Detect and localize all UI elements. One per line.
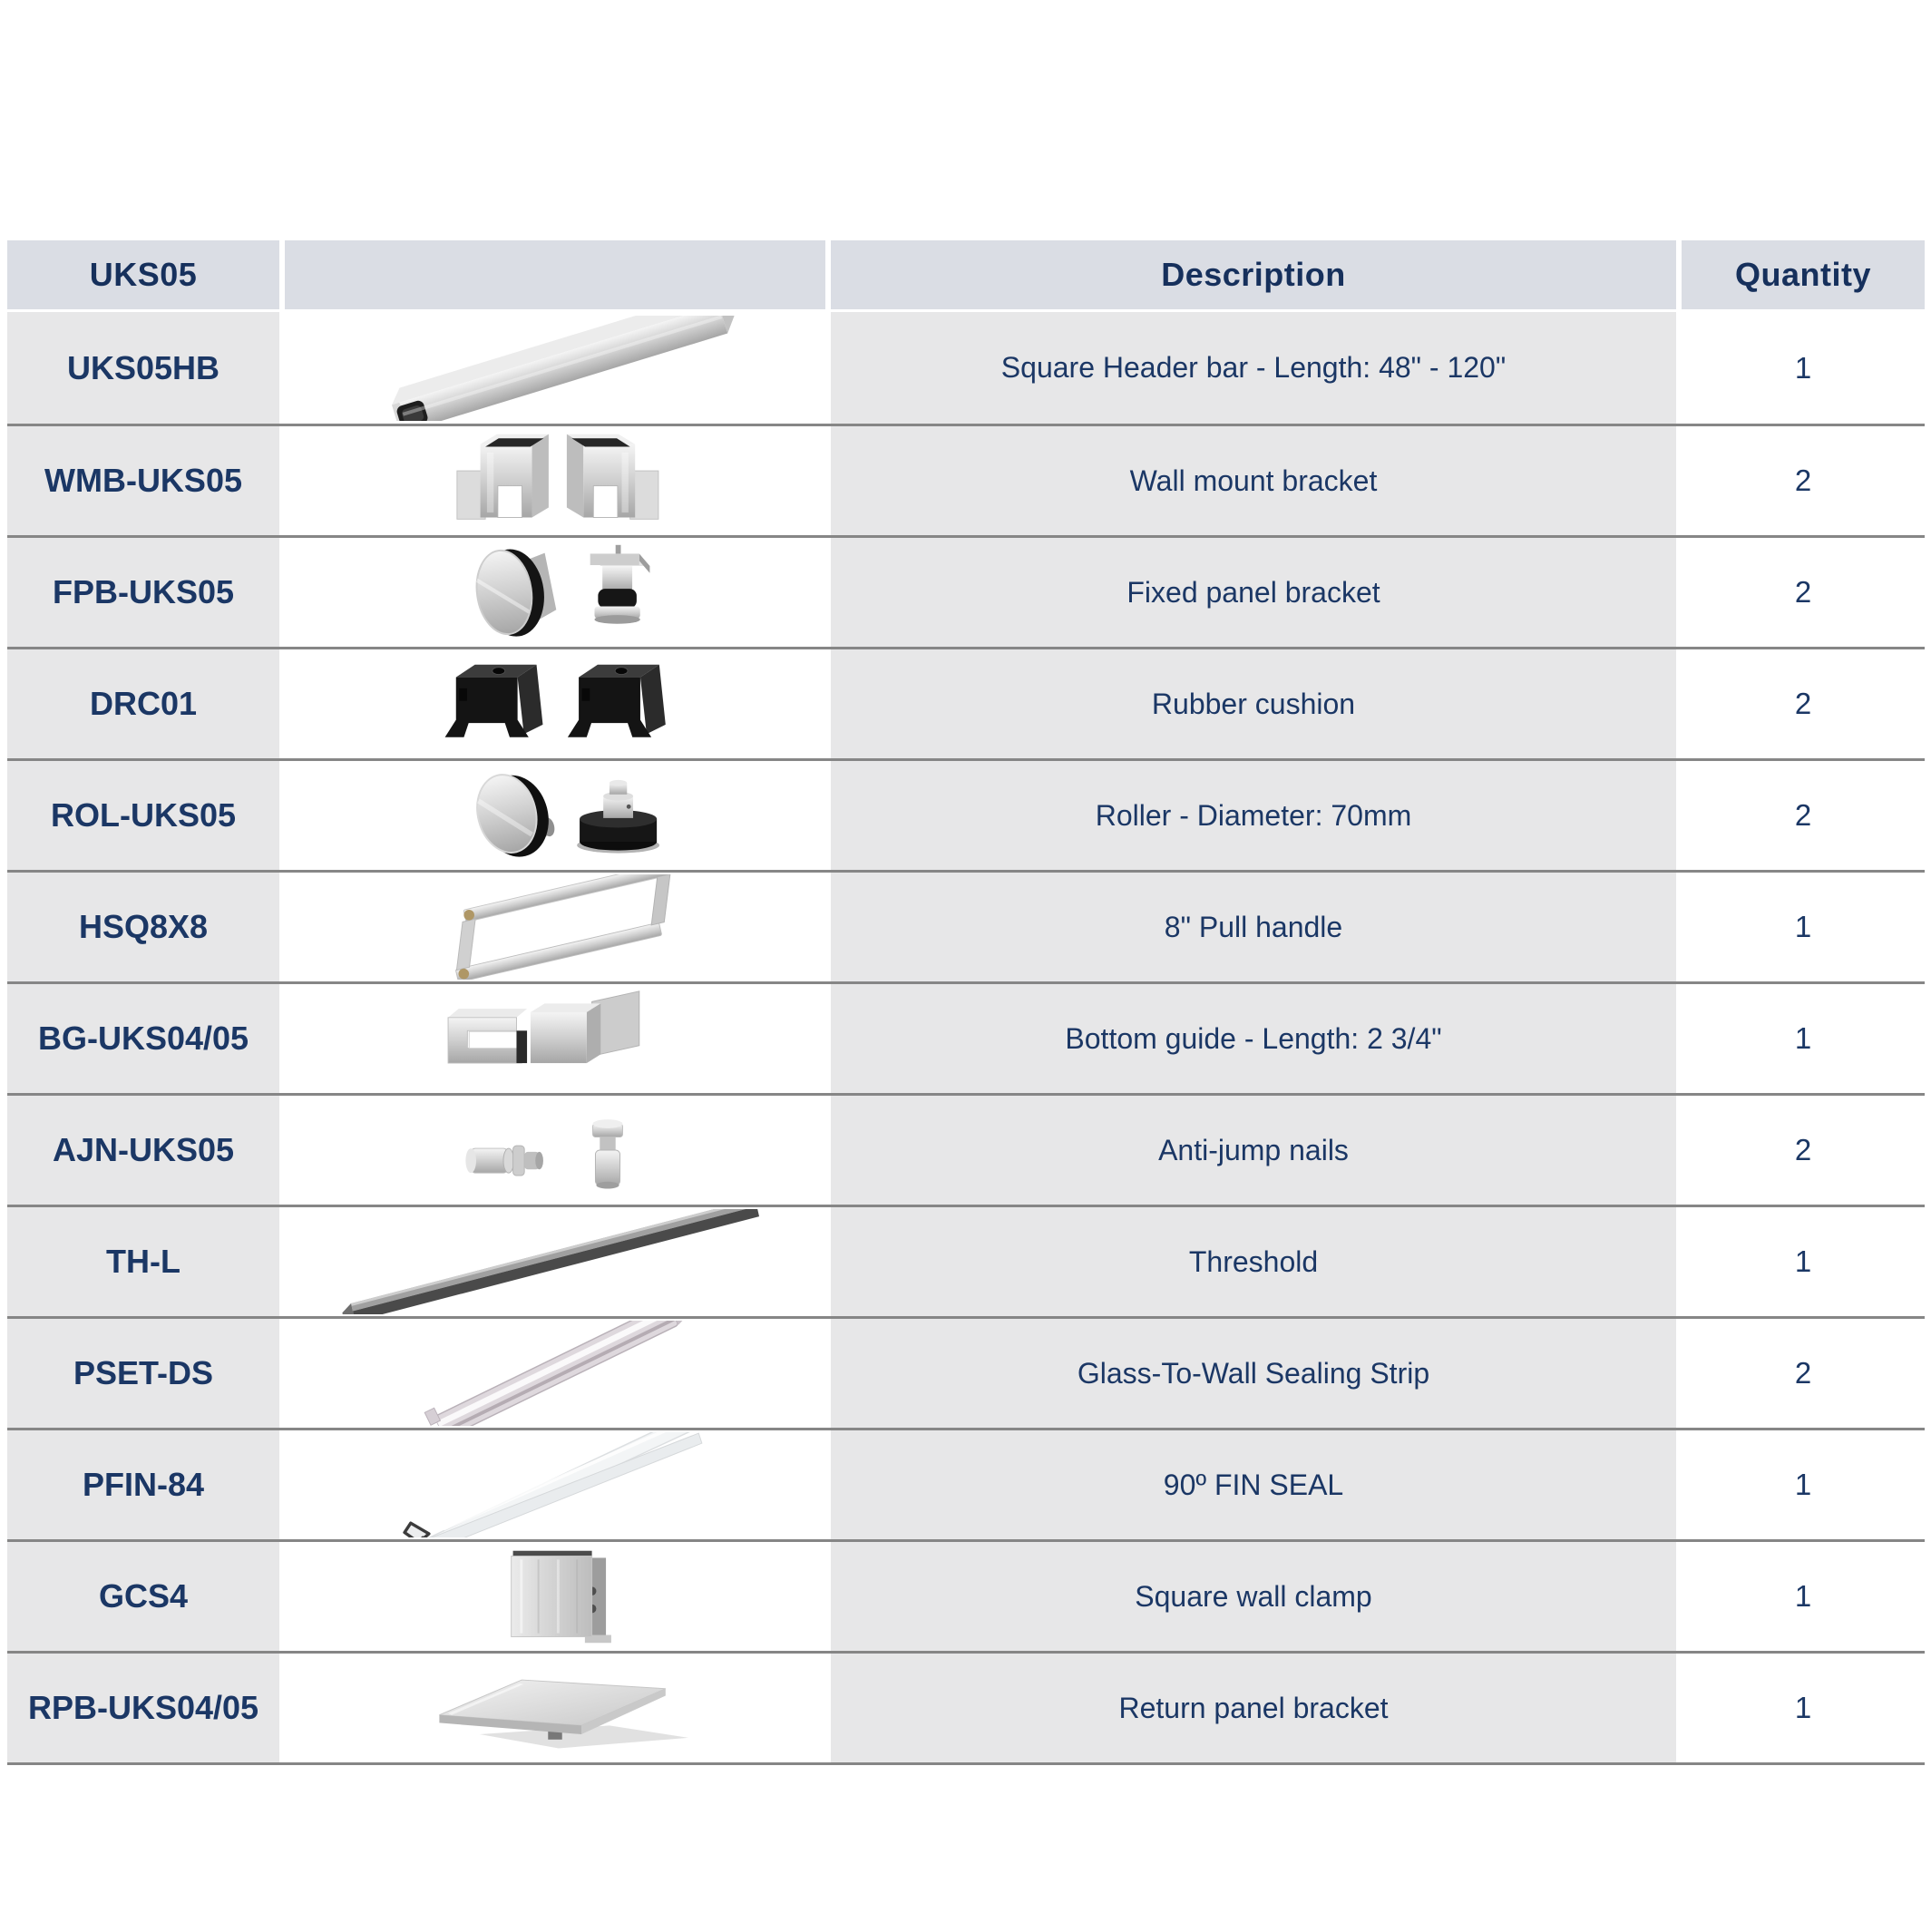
header-cell-description (831, 240, 1676, 309)
part-code-cell (7, 1654, 279, 1762)
product-photo-cell (285, 761, 825, 870)
part-code: UKS05HB (66, 348, 220, 386)
part-code: PSET-DS (73, 1354, 214, 1391)
product-photo-cell (285, 1430, 825, 1539)
quantity-value: 2 (1794, 463, 1812, 497)
part-code: GCS4 (98, 1577, 189, 1615)
quantity-cell (1682, 1542, 1925, 1651)
bottom-guide-photo-icon (301, 986, 809, 1091)
fin-seal-photo-icon (301, 1432, 809, 1537)
description-text: Threshold (1188, 1244, 1319, 1278)
part-code-cell (7, 984, 279, 1093)
quantity-value: 2 (1794, 1133, 1812, 1166)
quantity-value: 2 (1794, 687, 1812, 720)
part-code-cell (7, 426, 279, 535)
pull-handle-photo-icon (301, 874, 809, 980)
part-code-cell (7, 1207, 279, 1316)
part-code-cell (7, 1096, 279, 1205)
description-text: Return panel bracket (1118, 1691, 1389, 1724)
product-photo-cell (285, 426, 825, 535)
part-code-cell (7, 873, 279, 981)
sealing-strip-photo-icon (301, 1321, 809, 1426)
wall-mount-bracket-photo-icon (301, 428, 809, 533)
table-row (7, 312, 1925, 424)
threshold-photo-icon (301, 1209, 809, 1314)
description-cell (831, 426, 1676, 535)
table-row (7, 424, 1925, 535)
product-photo-cell (285, 873, 825, 981)
table-row (7, 1539, 1925, 1651)
description-cell (831, 1430, 1676, 1539)
part-code: WMB-UKS05 (44, 462, 242, 499)
description-text: Rubber cushion (1151, 687, 1356, 720)
header-label-code: UKS05 (89, 256, 198, 293)
quantity-cell (1682, 984, 1925, 1093)
product-photo-cell (285, 984, 825, 1093)
product-photo-cell (285, 538, 825, 647)
description-text: Wall mount bracket (1129, 463, 1378, 497)
header-label-description: Description (1161, 256, 1346, 293)
header-cell-code (7, 240, 279, 309)
part-code-cell (7, 1319, 279, 1428)
part-code: AJN-UKS05 (52, 1131, 235, 1168)
part-code: DRC01 (89, 685, 198, 722)
quantity-cell (1682, 312, 1925, 424)
quantity-cell (1682, 1207, 1925, 1316)
product-photo-cell (285, 1319, 825, 1428)
table-row (7, 535, 1925, 647)
description-cell (831, 312, 1676, 424)
part-code: PFIN-84 (82, 1466, 205, 1503)
table-row (7, 1093, 1925, 1205)
product-photo-cell (285, 1096, 825, 1205)
part-code: HSQ8X8 (78, 908, 209, 945)
description-cell (831, 649, 1676, 758)
table-body (7, 312, 1925, 1762)
quantity-value: 2 (1794, 575, 1812, 609)
quantity-value: 2 (1794, 1356, 1812, 1390)
description-text: Square wall clamp (1135, 1579, 1372, 1613)
description-cell (831, 873, 1676, 981)
part-code: BG-UKS04/05 (37, 1020, 249, 1057)
description-text: 8" Pull handle (1164, 910, 1343, 943)
part-code-cell (7, 1542, 279, 1651)
table-row (7, 1428, 1925, 1539)
return-panel-bracket-photo-icon (301, 1655, 809, 1761)
description-text: Glass-To-Wall Sealing Strip (1077, 1356, 1430, 1390)
part-code-cell (7, 1430, 279, 1539)
description-text: Fixed panel bracket (1126, 575, 1380, 609)
table-row (7, 1651, 1925, 1762)
rubber-cushion-photo-icon (301, 651, 809, 756)
quantity-cell (1682, 1096, 1925, 1205)
description-cell (831, 1319, 1676, 1428)
description-cell (831, 538, 1676, 647)
anti-jump-nails-photo-icon (301, 1098, 809, 1203)
header-bar-photo-icon (301, 316, 809, 421)
description-cell (831, 1542, 1676, 1651)
description-text: Anti-jump nails (1158, 1133, 1349, 1166)
table-row (7, 870, 1925, 981)
description-cell (831, 1096, 1676, 1205)
quantity-value: 1 (1794, 1468, 1812, 1501)
part-code-cell (7, 761, 279, 870)
product-photo-cell (285, 1207, 825, 1316)
quantity-value: 1 (1794, 350, 1812, 385)
product-photo-cell (285, 1542, 825, 1651)
quantity-cell (1682, 649, 1925, 758)
quantity-value: 1 (1794, 910, 1812, 943)
part-code-cell (7, 649, 279, 758)
table-header-row (7, 240, 1925, 309)
description-cell (831, 1654, 1676, 1762)
wall-clamp-photo-icon (301, 1544, 809, 1649)
header-cell-quantity (1682, 240, 1925, 309)
quantity-cell (1682, 1430, 1925, 1539)
header-cell-image (285, 240, 825, 309)
product-photo-cell (285, 649, 825, 758)
quantity-cell (1682, 873, 1925, 981)
description-cell (831, 984, 1676, 1093)
part-code: FPB-UKS05 (52, 573, 235, 610)
quantity-value: 2 (1794, 798, 1812, 832)
description-text: 90º FIN SEAL (1163, 1468, 1344, 1501)
fixed-panel-bracket-photo-icon (301, 540, 809, 645)
quantity-cell (1682, 426, 1925, 535)
quantity-value: 1 (1794, 1579, 1812, 1613)
quantity-cell (1682, 538, 1925, 647)
product-photo-cell (285, 312, 825, 424)
roller-photo-icon (301, 763, 809, 868)
quantity-value: 1 (1794, 1691, 1812, 1724)
quantity-cell (1682, 1654, 1925, 1762)
part-code-cell (7, 312, 279, 424)
quantity-cell (1682, 1319, 1925, 1428)
description-cell (831, 761, 1676, 870)
parts-table (7, 240, 1925, 1765)
part-code-cell (7, 538, 279, 647)
description-text: Square Header bar - Length: 48" - 120" (1000, 351, 1507, 384)
product-photo-cell (285, 1654, 825, 1762)
table-row (7, 1316, 1925, 1428)
table-row (7, 981, 1925, 1093)
table-row (7, 647, 1925, 758)
header-label-quantity: Quantity (1734, 256, 1871, 293)
quantity-value: 1 (1794, 1244, 1812, 1278)
quantity-cell (1682, 761, 1925, 870)
description-text: Roller - Diameter: 70mm (1095, 798, 1412, 832)
table-row (7, 758, 1925, 870)
part-code: ROL-UKS05 (50, 796, 237, 834)
quantity-value: 1 (1794, 1021, 1812, 1055)
description-text: Bottom guide - Length: 2 3/4" (1065, 1021, 1442, 1055)
table-row (7, 1205, 1925, 1316)
part-code: TH-L (106, 1243, 180, 1280)
part-code: RPB-UKS04/05 (27, 1689, 259, 1726)
description-cell (831, 1207, 1676, 1316)
